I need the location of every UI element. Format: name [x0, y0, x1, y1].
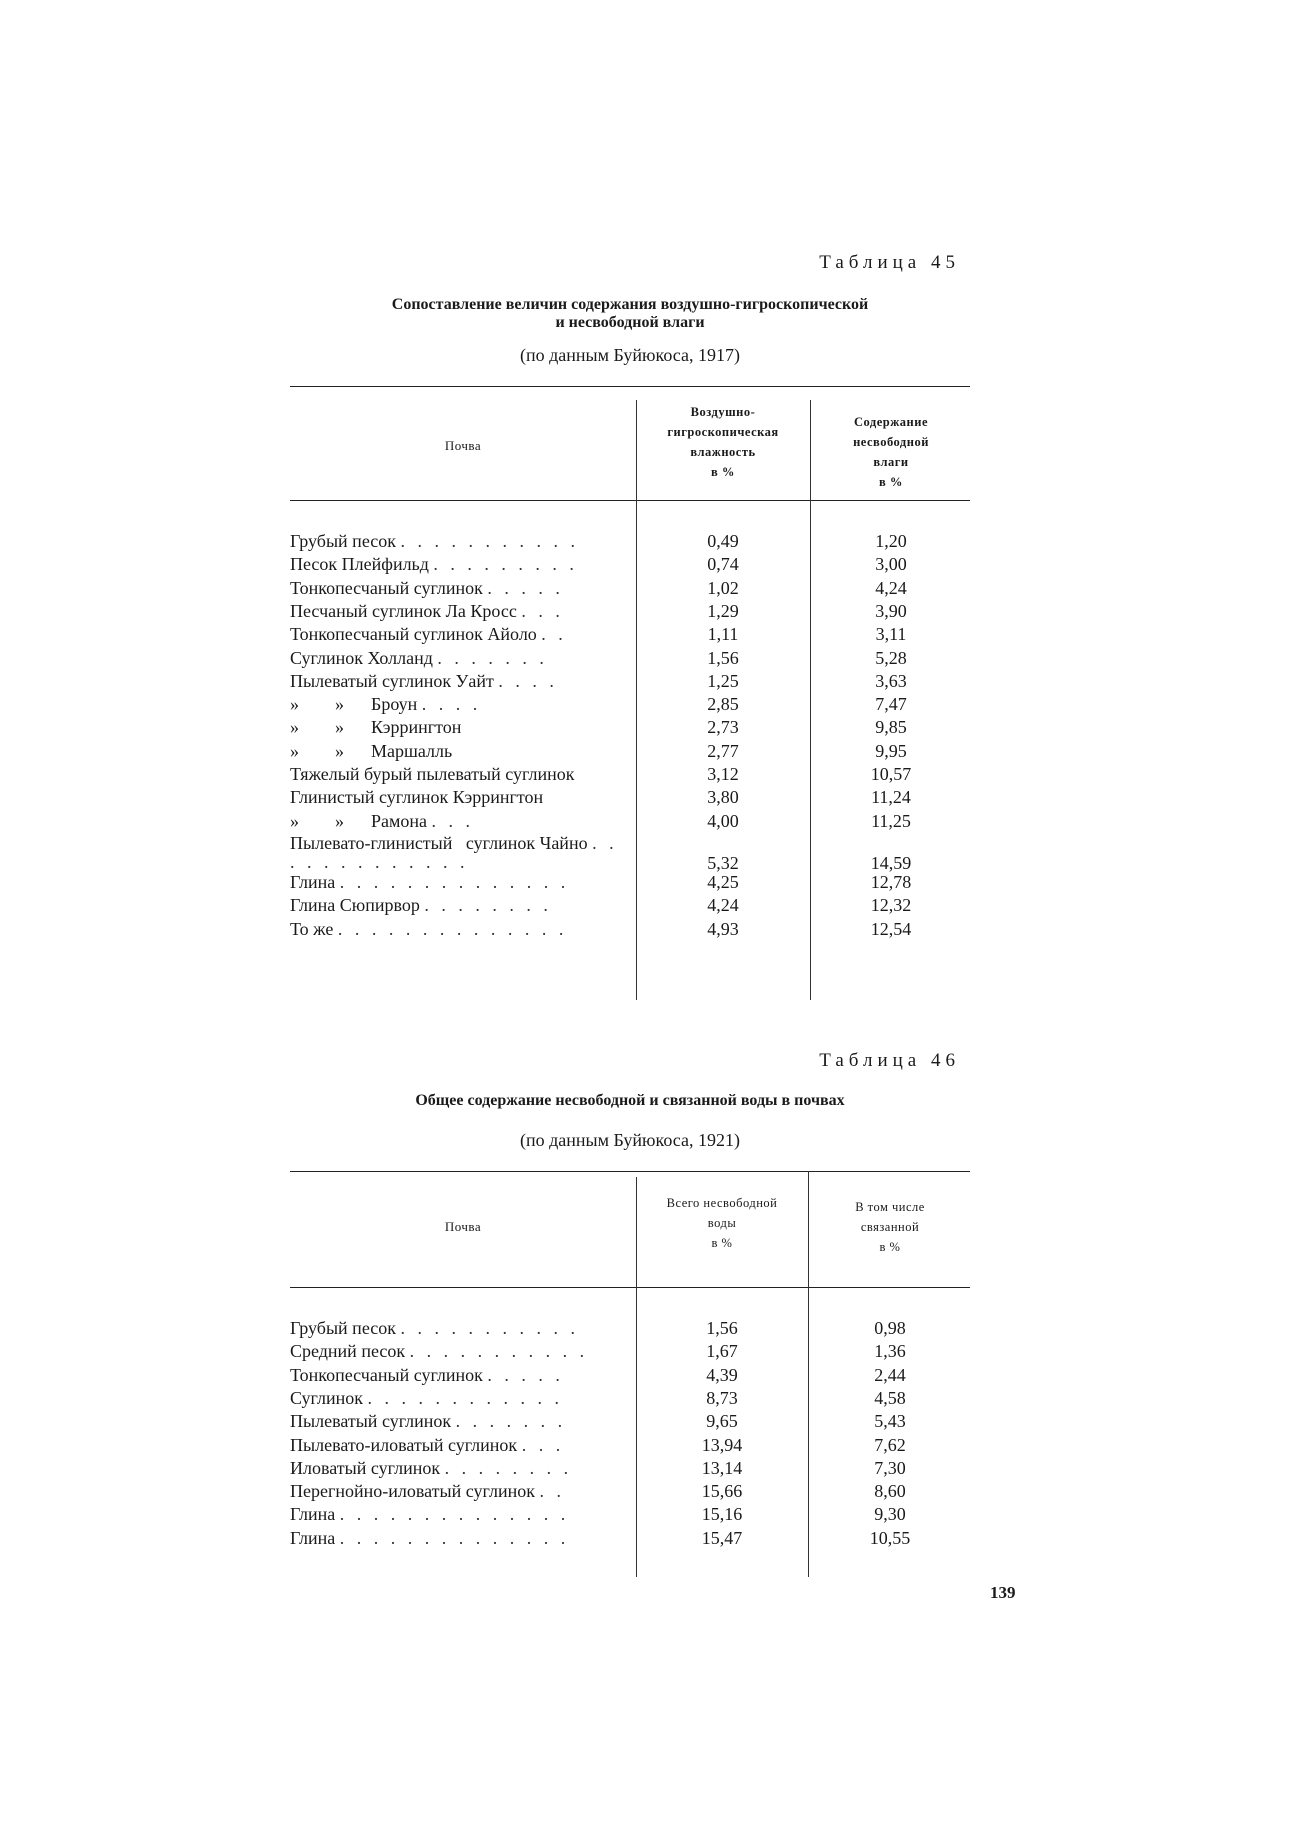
table-46-top-rule: [290, 1171, 970, 1172]
leader-dots: . . . . . . . . . . .: [400, 531, 579, 551]
table-row: [290, 872, 970, 896]
soil-name: [290, 895, 635, 916]
soil-name-text: Глина: [290, 1527, 336, 1548]
leader-dots: . . . . . . .: [437, 647, 548, 668]
soil-name: [290, 694, 635, 715]
leader-dots: . . . . . . . . . . . . . .: [339, 1504, 570, 1525]
value-col-1: 5,32: [707, 852, 739, 873]
table-row: [290, 717, 970, 741]
soil-name: [290, 811, 635, 832]
table-46-header-bound-l1: В том числе: [855, 1200, 925, 1214]
soil-name: [290, 1481, 635, 1502]
leader-dots: . . . . . . . . . . . . . .: [339, 1527, 570, 1548]
value-col-1: 1,67: [706, 1341, 738, 1362]
soil-name-text: Пылевато-иловатый суглинок: [290, 1434, 518, 1455]
soil-name-text: » » Маршалль: [290, 740, 453, 761]
soil-name-text: Грубый песок: [290, 1318, 396, 1338]
soil-name: [290, 1458, 635, 1479]
table-46-header-soil: Почва: [444, 1219, 482, 1234]
table-46-header-total-l1: Всего несвободной: [666, 1196, 778, 1210]
value-col-1: 8,73: [706, 1387, 738, 1408]
table-45-source: (по данным Буйюкоса, 1917): [520, 345, 740, 365]
soil-name: [290, 578, 635, 599]
leader-dots: . . . . . . . . . . . .: [367, 1387, 564, 1408]
table-row: [290, 531, 970, 555]
leader-dots: . . . . . . . .: [424, 895, 552, 916]
table-row: [290, 811, 970, 835]
soil-name-text: Песчаный суглинок Ла Кросс: [290, 600, 517, 621]
table-45-header-rule: [290, 500, 970, 501]
soil-name-text: Суглинок: [290, 1387, 364, 1408]
leader-dots: . . .: [521, 1434, 565, 1455]
soil-name-text: » » Броун: [290, 694, 418, 715]
table-row: [290, 834, 970, 874]
table-row: [290, 895, 970, 919]
value-col-1: 3,80: [707, 787, 739, 808]
soil-name-text: Пылевато-глинистый суглинок Чайно: [290, 833, 588, 853]
table-46-source: (по данным Буйюкоса, 1921): [520, 1130, 740, 1150]
value-col-1: 0,49: [707, 531, 739, 551]
soil-name: [290, 834, 630, 872]
value-col-1: 4,39: [706, 1364, 738, 1385]
table-row: [290, 694, 970, 718]
leader-dots: . .: [539, 1481, 565, 1502]
value-col-1: 0,74: [707, 554, 739, 575]
value-col-2: 3,63: [875, 670, 907, 691]
value-col-2: 7,47: [875, 694, 907, 715]
table-45-header-nonfree-l4: в %: [879, 475, 903, 489]
soil-name-text: Иловатый суглинок: [290, 1457, 441, 1478]
leader-dots: . . .: [431, 810, 475, 831]
table-46-header-bound: [810, 1197, 970, 1257]
soil-name-text: То же: [290, 918, 334, 939]
value-col-1: 3,12: [707, 764, 739, 784]
value-col-1: 1,25: [707, 670, 739, 691]
soil-name: [290, 717, 635, 738]
leader-dots: . .: [541, 624, 567, 645]
soil-name: [290, 1435, 635, 1456]
value-col-2: 10,57: [870, 764, 912, 784]
soil-name-text: Перегнойно-иловатый суглинок: [290, 1481, 535, 1502]
value-col-1: 1,02: [707, 577, 739, 598]
table-45: [290, 380, 970, 980]
soil-name: [290, 531, 635, 552]
leader-dots: . . . . . . . . . . . . . .: [339, 871, 570, 892]
soil-name: [290, 1341, 635, 1362]
leader-dots: . . .: [521, 600, 564, 621]
table-row: [290, 1318, 970, 1342]
table-45-header-hygro-l2: гигроскопическая: [667, 425, 779, 439]
table-row: [290, 1341, 970, 1365]
leader-dots: . . . . .: [487, 1364, 564, 1385]
table-row: [290, 578, 970, 602]
value-col-2: 11,24: [871, 787, 911, 808]
soil-name-text: Песок Плейфильд: [290, 554, 429, 575]
leader-dots: . . . . . . . .: [444, 1457, 573, 1478]
value-col-1: 15,66: [701, 1481, 743, 1502]
table-45-header-nonfree-l3: влаги: [873, 455, 909, 469]
table-45-header-nonfree-l2: несвободной: [853, 435, 929, 449]
value-col-2: 7,62: [874, 1434, 906, 1455]
value-col-1: 13,94: [701, 1434, 743, 1455]
table-row: [290, 919, 970, 943]
table-45-header-hygro: [638, 402, 808, 482]
table-row: [290, 1528, 970, 1552]
leader-dots: . . . .: [498, 670, 558, 691]
soil-name-text: » » Рамона: [290, 810, 428, 831]
table-row: [290, 1365, 970, 1389]
soil-name-text: Глинистый суглинок Кэррингтон: [290, 787, 544, 808]
soil-name: [290, 601, 635, 622]
soil-name: [290, 1365, 635, 1386]
soil-name-text: Суглинок Холланд: [290, 647, 433, 668]
value-col-1: 1,11: [707, 624, 739, 645]
table-45-header-soil: Почва: [444, 438, 482, 453]
soil-name-text: Тонкопесчаный суглинок Айоло: [290, 624, 537, 645]
value-col-1: 2,73: [707, 717, 739, 738]
soil-name-text: Тяжелый бурый пылеватый суглинок: [290, 764, 575, 784]
value-col-2: 12,32: [870, 895, 912, 916]
table-45-title-line-1: Сопоставление величин содержания воздушно-гигроскопической: [391, 296, 869, 313]
table-row: [290, 624, 970, 648]
soil-name: [290, 648, 635, 669]
table-row: [290, 1388, 970, 1412]
leader-dots: . . . . . . . . . . .: [400, 1318, 579, 1338]
value-col-2: 12,78: [870, 871, 912, 892]
soil-name: [290, 624, 635, 645]
leader-dots: . . . . . . . . . . . . . .: [337, 918, 568, 939]
table-46: [290, 1165, 970, 1575]
table-45-header-hygro-l1: Воздушно-: [690, 405, 756, 419]
value-col-2: 5,43: [874, 1411, 906, 1432]
leader-dots: . . . . . . . . . . . . .: [290, 833, 618, 872]
table-row: [290, 741, 970, 765]
table-46-header-total: [638, 1193, 806, 1253]
table-46-header-bound-l2: связанной: [860, 1220, 920, 1234]
soil-name-text: Пылеватый суглинок: [290, 1411, 452, 1432]
table-row: [290, 671, 970, 695]
table-46-header-total-l2: воды: [707, 1216, 737, 1230]
soil-name: [290, 919, 635, 940]
value-col-2: 12,54: [870, 918, 912, 939]
value-col-1: 2,85: [707, 694, 739, 715]
value-col-2: 7,30: [874, 1457, 906, 1478]
table-row: [290, 554, 970, 578]
table-row: [290, 1411, 970, 1435]
value-col-2: 2,44: [874, 1364, 906, 1385]
value-col-2: 3,00: [875, 554, 907, 575]
value-col-2: 9,95: [875, 740, 907, 761]
table-45-title-line-2: и несвободной влаги: [555, 314, 705, 331]
soil-name-text: Тонкопесчаный суглинок: [290, 577, 483, 598]
value-col-1: 4,93: [707, 918, 739, 939]
soil-name: [290, 1388, 635, 1409]
value-col-2: 8,60: [874, 1481, 906, 1502]
leader-dots: . . . . . . .: [455, 1411, 567, 1432]
value-col-1: 1,29: [707, 600, 739, 621]
value-col-1: 9,65: [706, 1411, 738, 1432]
table-row: [290, 601, 970, 625]
value-col-1: 15,47: [701, 1527, 743, 1548]
table-45-title: [290, 296, 970, 332]
leader-dots: . . . . . . . . . . .: [409, 1341, 589, 1362]
table-row: [290, 1504, 970, 1528]
table-row: [290, 764, 970, 788]
soil-name-text: Средний песок: [290, 1341, 406, 1362]
value-col-2: 9,85: [875, 717, 907, 738]
soil-name-text: Глина: [290, 871, 336, 892]
value-col-1: 4,24: [707, 895, 739, 916]
soil-name: [290, 1528, 635, 1549]
value-col-2: 4,24: [875, 577, 907, 598]
value-col-2: 5,28: [875, 647, 907, 668]
value-col-2: 3,90: [875, 600, 907, 621]
value-col-1: 4,25: [707, 871, 739, 892]
table-row: [290, 1481, 970, 1505]
value-col-2: 1,36: [874, 1341, 906, 1362]
table-46-title: Общее содержание несвободной и связанной воды в почвах: [415, 1092, 845, 1109]
leader-dots: . . . . .: [487, 577, 564, 598]
value-col-2: 10,55: [869, 1527, 911, 1548]
table-46-number: Таблица 46: [819, 1050, 960, 1071]
soil-name: [290, 872, 635, 893]
page-number: 139: [990, 1583, 1016, 1602]
leader-dots: . . . .: [421, 694, 482, 715]
value-col-1: 4,00: [707, 810, 739, 831]
table-46-header-bound-l3: в %: [879, 1240, 901, 1254]
table-row: [290, 1435, 970, 1459]
value-col-1: 1,56: [706, 1318, 738, 1338]
soil-name: [290, 554, 635, 575]
table-46-header-rule: [290, 1287, 970, 1288]
soil-name: [290, 1411, 635, 1432]
soil-name: [290, 1504, 635, 1525]
value-col-1: 13,14: [701, 1457, 743, 1478]
value-col-2: 9,30: [874, 1504, 906, 1525]
soil-name-text: » » Кэррингтон: [290, 717, 462, 738]
soil-name: [290, 671, 635, 692]
table-row: [290, 648, 970, 672]
table-46-header-total-l3: в %: [711, 1236, 733, 1250]
table-45-header-nonfree-l1: Содержание: [853, 415, 928, 429]
table-45-header-nonfree: [812, 412, 970, 492]
table-45-header-hygro-l3: влажность: [690, 445, 756, 459]
soil-name-text: Глина: [290, 1504, 336, 1525]
value-col-1: 1,56: [707, 647, 739, 668]
soil-name-text: Пылеватый суглинок Уайт: [290, 670, 494, 691]
table-row: [290, 787, 970, 811]
table-45-number: Таблица 45: [819, 252, 960, 273]
value-col-1: 2,77: [707, 740, 739, 761]
value-col-2: 11,25: [871, 810, 911, 831]
soil-name: [290, 741, 635, 762]
soil-name: [290, 787, 635, 808]
table-row: [290, 1458, 970, 1482]
value-col-2: 1,20: [875, 531, 907, 551]
value-col-2: 0,98: [874, 1318, 906, 1338]
soil-name-text: Грубый песок: [290, 531, 396, 551]
leader-dots: . . . . . . . . .: [433, 554, 578, 575]
soil-name: [290, 764, 635, 785]
value-col-2: 4,58: [874, 1387, 906, 1408]
value-col-1: 15,16: [701, 1504, 743, 1525]
soil-name-text: Тонкопесчаный суглинок: [290, 1364, 483, 1385]
table-45-header-hygro-l4: в %: [711, 465, 735, 479]
soil-name-text: Глина Сюпирвор: [290, 895, 420, 916]
soil-name: [290, 1318, 635, 1339]
value-col-2: 3,11: [875, 624, 907, 645]
table-45-top-rule: [290, 386, 970, 387]
value-col-2: 14,59: [870, 852, 912, 873]
